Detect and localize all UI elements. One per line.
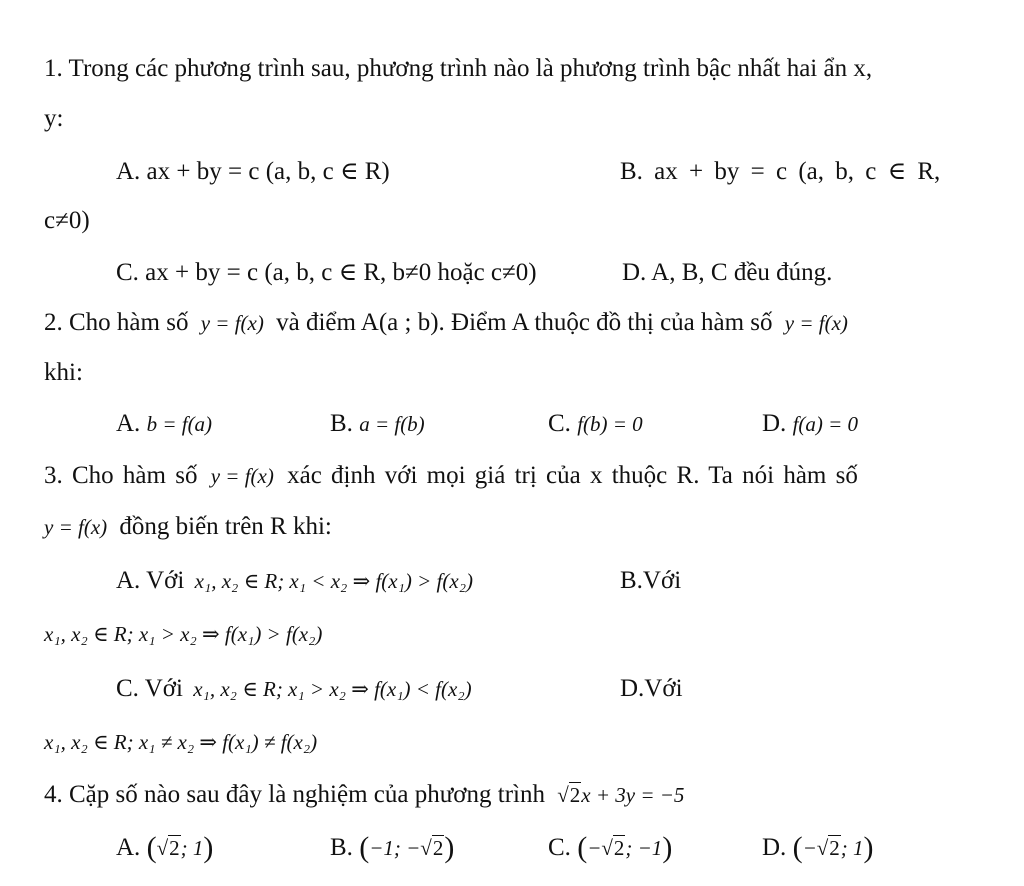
q2-c-math: f(b) = 0: [577, 412, 643, 436]
q4-eq-rest: x + 3y = −5: [581, 783, 685, 807]
q4-text-line1: [44, 780, 684, 810]
q2-option-d: [762, 409, 858, 439]
q4-d-root: 2: [829, 836, 840, 860]
q4-d-post: ; 1: [840, 836, 864, 860]
paren-open-icon: (: [792, 831, 803, 864]
q2-option-a: [116, 409, 212, 439]
q4-a-root: 2: [169, 836, 180, 860]
q3-text-line2: [44, 512, 332, 542]
q4-b-root: 2: [432, 836, 444, 860]
q2-fx2: y = f(x): [784, 311, 848, 335]
q3-d-math: x₁, x₂ ∈ R; x₁ ≠ x₂ ⇒ f(x₁) ≠ f(x₂): [44, 730, 318, 754]
q4-option-a: [116, 833, 213, 863]
q4-b-label: B.: [330, 834, 353, 861]
q3-fx2: y = f(x): [44, 515, 108, 539]
q2-mid: và điểm A(a ; b). Điểm A thuộc đồ thị của hàm số: [276, 309, 773, 336]
sqrt-symbol-icon: √: [156, 836, 169, 860]
sqrt-symbol-icon: √: [420, 836, 432, 860]
q4-a-label: A.: [116, 834, 141, 861]
paren-close-icon: ): [662, 831, 673, 864]
q4-eq-root: 2: [569, 783, 581, 807]
sqrt-symbol-icon: √: [557, 783, 569, 807]
q3-b-math: x₁, x₂ ∈ R; x₁ > x₂ ⇒ f(x₁) > f(x₂): [44, 622, 323, 646]
q3-option-d-math: [44, 727, 317, 757]
q4-c-root: 2: [613, 836, 625, 860]
q2-a-label: A.: [116, 410, 141, 437]
q3-prefix: 3. Cho hàm số: [44, 462, 198, 489]
q4-a-math: [146, 831, 214, 864]
q4-a-post: ; 1: [180, 836, 204, 860]
q2-d-label: D.: [762, 410, 787, 437]
paren-open-icon: (: [146, 831, 157, 864]
q3-a-math: x₁, x₂ ∈ R; x₁ < x₂ ⇒ f(x₁) > f(x₂): [194, 569, 474, 593]
q4-prefix: 4. Cặp số nào sau đây là nghiệm của phương trình: [44, 781, 545, 808]
q2-prefix: 2. Cho hàm số: [44, 309, 189, 336]
q3-text-line1: [44, 461, 858, 491]
q3-c-label: C. Với: [116, 675, 183, 702]
q3-a-label: A. Với: [116, 567, 185, 594]
q4-d-math: [792, 831, 874, 864]
q3-c-math: x₁, x₂ ∈ R; x₁ > x₂ ⇒ f(x₁) < f(x₂): [193, 677, 472, 701]
paren-close-icon: ): [863, 831, 874, 864]
q4-option-d: [762, 833, 874, 863]
paren-open-icon: (: [577, 831, 588, 864]
sqrt-symbol-icon: √: [816, 836, 829, 860]
q2-fx1: y = f(x): [200, 311, 264, 335]
q2-d-math: f(a) = 0: [792, 412, 859, 436]
q2-b-math: a = f(b): [359, 412, 425, 436]
q4-option-b: [330, 833, 454, 863]
q2-c-label: C.: [548, 410, 571, 437]
q4-option-c: [548, 833, 672, 863]
q4-c-math: [577, 831, 673, 864]
q3-option-d-label: D.Với: [620, 675, 683, 702]
q3-option-c: [116, 674, 472, 704]
sqrt-symbol-icon: √: [601, 836, 613, 860]
q4-d-label: D.: [762, 834, 787, 861]
q2-text-line1: [44, 308, 848, 338]
q3-suffix: xác định với mọi giá trị của x thuộc R. Ta nói hàm số: [287, 462, 858, 489]
q1-text-line1: 1. Trong các phương trình sau, phương trình nào là phương trình bậc nhất hai ẩn x,: [44, 55, 873, 82]
q4-c-label: C.: [548, 834, 571, 861]
q2-option-c: [548, 409, 643, 439]
q3-option-b-math: [44, 619, 322, 649]
q2-option-b: [330, 409, 425, 439]
q4-equation: [557, 783, 684, 807]
q2-b-label: B.: [330, 410, 353, 437]
q4-c-post: ; −1: [625, 836, 663, 860]
q1-text-line2: y:: [44, 105, 64, 132]
q2-a-math: b = f(a): [146, 412, 213, 436]
paren-close-icon: ): [203, 831, 214, 864]
q1-option-c: C. ax + by = c (a, b, c ∈ R, b≠0 hoặc c≠0): [116, 259, 537, 286]
q3-line2-text: đồng biến trên R khi:: [119, 513, 332, 540]
q1-option-b: B. ax + by = c (a, b, c ∈ R,: [620, 158, 941, 185]
q4-d-pre: −: [802, 836, 817, 860]
q1-option-a: A. ax + by = c (a, b, c ∈ R): [116, 158, 390, 185]
q3-option-b-label: B.Với: [620, 567, 682, 594]
q4-b-math: [359, 831, 455, 864]
paren-close-icon: ): [444, 831, 455, 864]
q3-fx1: y = f(x): [210, 464, 274, 488]
paren-open-icon: (: [359, 831, 370, 864]
q2-text-line2: khi:: [44, 359, 83, 386]
q4-b-pre: −1; −: [369, 836, 421, 860]
q3-option-a: [116, 566, 473, 596]
q1-option-d: D. A, B, C đều đúng.: [622, 259, 833, 286]
q1-option-b-cont: c≠0): [44, 207, 90, 234]
q4-c-pre: −: [587, 836, 602, 860]
